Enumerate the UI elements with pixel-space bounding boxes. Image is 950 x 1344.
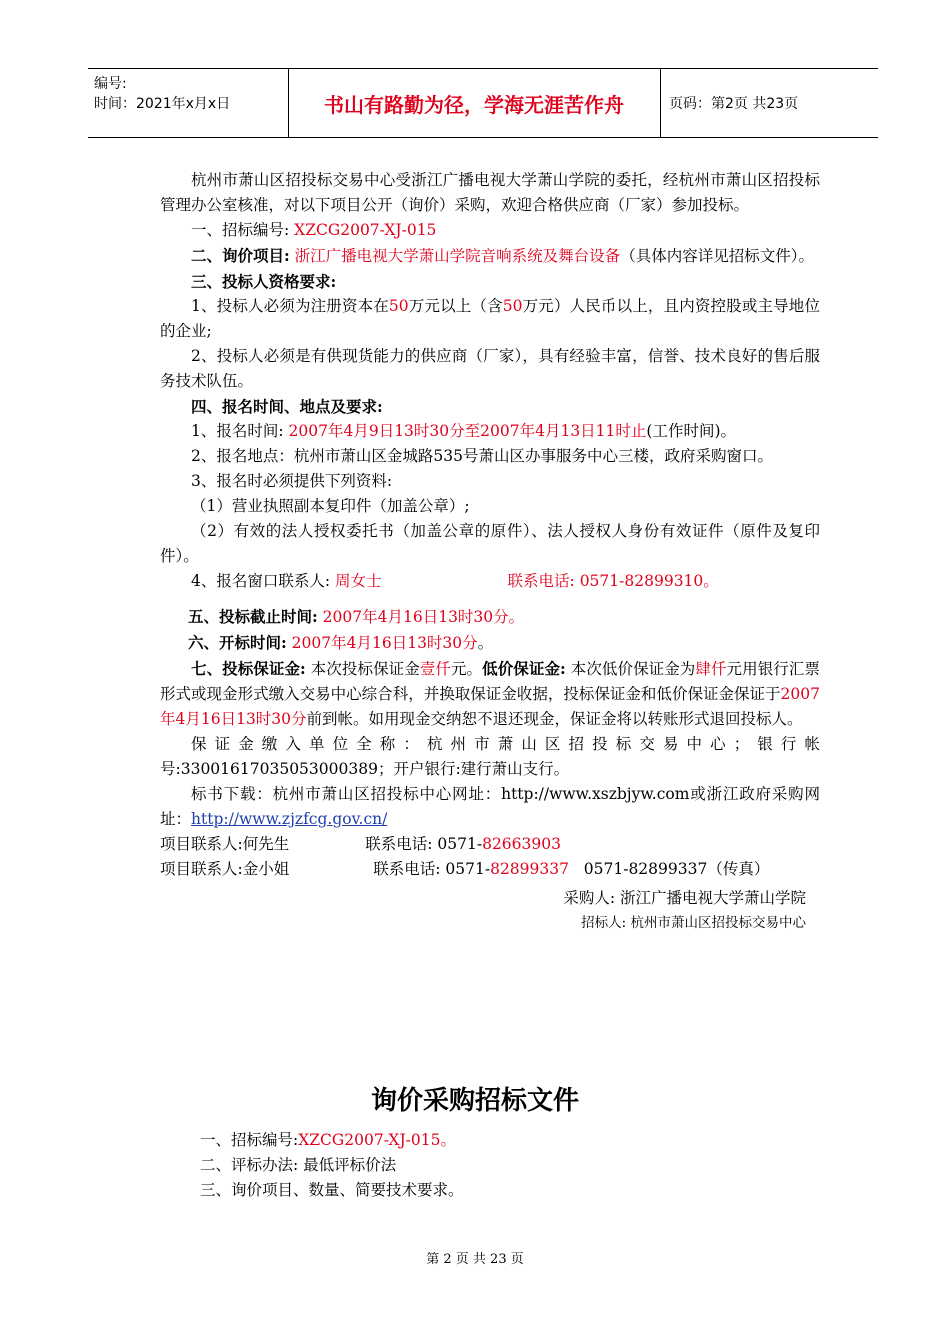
header-meta xyxy=(88,69,289,137)
page-header xyxy=(88,68,878,138)
deposit-account: 保证金缴入单位全称：杭州市萧山区招投标交易中心；银行帐号:33001617035053000389；开户银行:建行萧山支行。 xyxy=(160,735,820,778)
section-3-item-2: 2、投标人必须是有供现货能力的供应商（厂家），具有经验丰富，信誉、技术良好的售后服务技术队伍。 xyxy=(160,347,820,390)
section-1: 一、招标编号: XZCG2007-XJ-015 xyxy=(191,221,437,239)
procurement-website-link[interactable]: http://www.zjzfcg.gov.cn/ xyxy=(191,810,388,828)
section-7: 七、投标保证金: 本次投标保证金壹仟元。低价保证金: 本次低价保证金为肆仟元用银行汇票形式或现金形式缴入交易中心综合科，并换取保证金收据，投标保证金和低价保证金保证于2007年4月16日13时30分前到帐。如用现金交纳恕不退还现金，保证金将以转账形式退回投标人。 xyxy=(160,659,820,728)
doc-line-2: 二、评标办法: 最低评标价法 xyxy=(200,1156,397,1174)
section-5: 五、投标截止时间: 2007年4月16日13时30分。 xyxy=(188,607,525,626)
section-3-item-1: 1、投标人必须为注册资本在50万元以上（含50万元）人民币以上，且内资控股或主导地位的企业; xyxy=(160,297,820,340)
section-4-item-1: 1、报名时间: 2007年4月9日13时30分至2007年4月13日11时止(工作时间)。 xyxy=(191,422,737,440)
header-time: 时间：2021年x月x日 xyxy=(94,96,231,112)
header-page: 页码：第2页 共23页 xyxy=(669,96,799,112)
doc-body xyxy=(200,1128,820,1203)
doc-title: 询价采购招标文件 xyxy=(370,1086,579,1116)
intro-paragraph: 杭州市萧山区招投标交易中心受浙江广播电视大学萧山学院的委托，经杭州市萧山区招投标管理办公室核准，对以下项目公开（询价）采购，欢迎合格供应商（厂家）参加投标。 xyxy=(160,171,820,214)
contact-1: 项目联系人:何先生 联系电话: 0571-82663903 xyxy=(160,835,561,853)
section-2: 二、询价项目: 浙江广播电视大学萧山学院音响系统及舞台设备（具体内容详见招标文件）。 xyxy=(191,246,814,265)
header-motto: 书山有路勤为径，学海无涯苦作舟 xyxy=(324,92,624,117)
doc-line-1: 一、招标编号:XZCG2007-XJ-015。 xyxy=(200,1131,456,1149)
doc-line-3: 三、询价项目、数量、简要技术要求。 xyxy=(200,1181,464,1199)
section-4-item-4: 4、报名窗口联系人: 周女士 联系电话: 0571-82899310。 xyxy=(191,572,719,590)
section-6: 六、开标时间: 2007年4月16日13时30分。 xyxy=(188,633,494,652)
download-info: 标书下载：杭州市萧山区招投标中心网址：http://www.xszbjyw.com或浙江政府采购网址：http://www.zjzfcg.gov.cn/ xyxy=(160,785,820,828)
section-3-heading: 三、投标人资格要求: xyxy=(191,272,337,291)
contact-2: 项目联系人:金小姐 联系电话: 0571-82899337 0571-82899337（传真） xyxy=(160,860,770,878)
section-4-item-3-2: （2）有效的法人授权委托书（加盖公章的原件）、法人授权人身份有效证件（原件及复印件）。 xyxy=(160,522,820,565)
section-4-item-3-1: （1）营业执照副本复印件（加盖公章）; xyxy=(191,497,470,515)
page-footer: 第 2 页 共 23 页 xyxy=(426,1252,524,1267)
section-4-item-2: 2、报名地点：杭州市萧山区金城路535号萧山区办事服务中心三楼，政府采购窗口。 xyxy=(191,447,773,465)
buyer-signature: 采购人: 浙江广播电视大学萧山学院 xyxy=(563,889,806,907)
header-number: 编号: xyxy=(94,76,127,92)
section-4-heading: 四、报名时间、地点及要求: xyxy=(191,397,383,416)
agent-signature: 招标人: 杭州市萧山区招投标交易中心 xyxy=(581,915,806,931)
header-motto-cell xyxy=(288,69,661,137)
section-4-item-3: 3、报名时必须提供下列资料: xyxy=(191,472,393,490)
notice-body xyxy=(160,168,820,936)
